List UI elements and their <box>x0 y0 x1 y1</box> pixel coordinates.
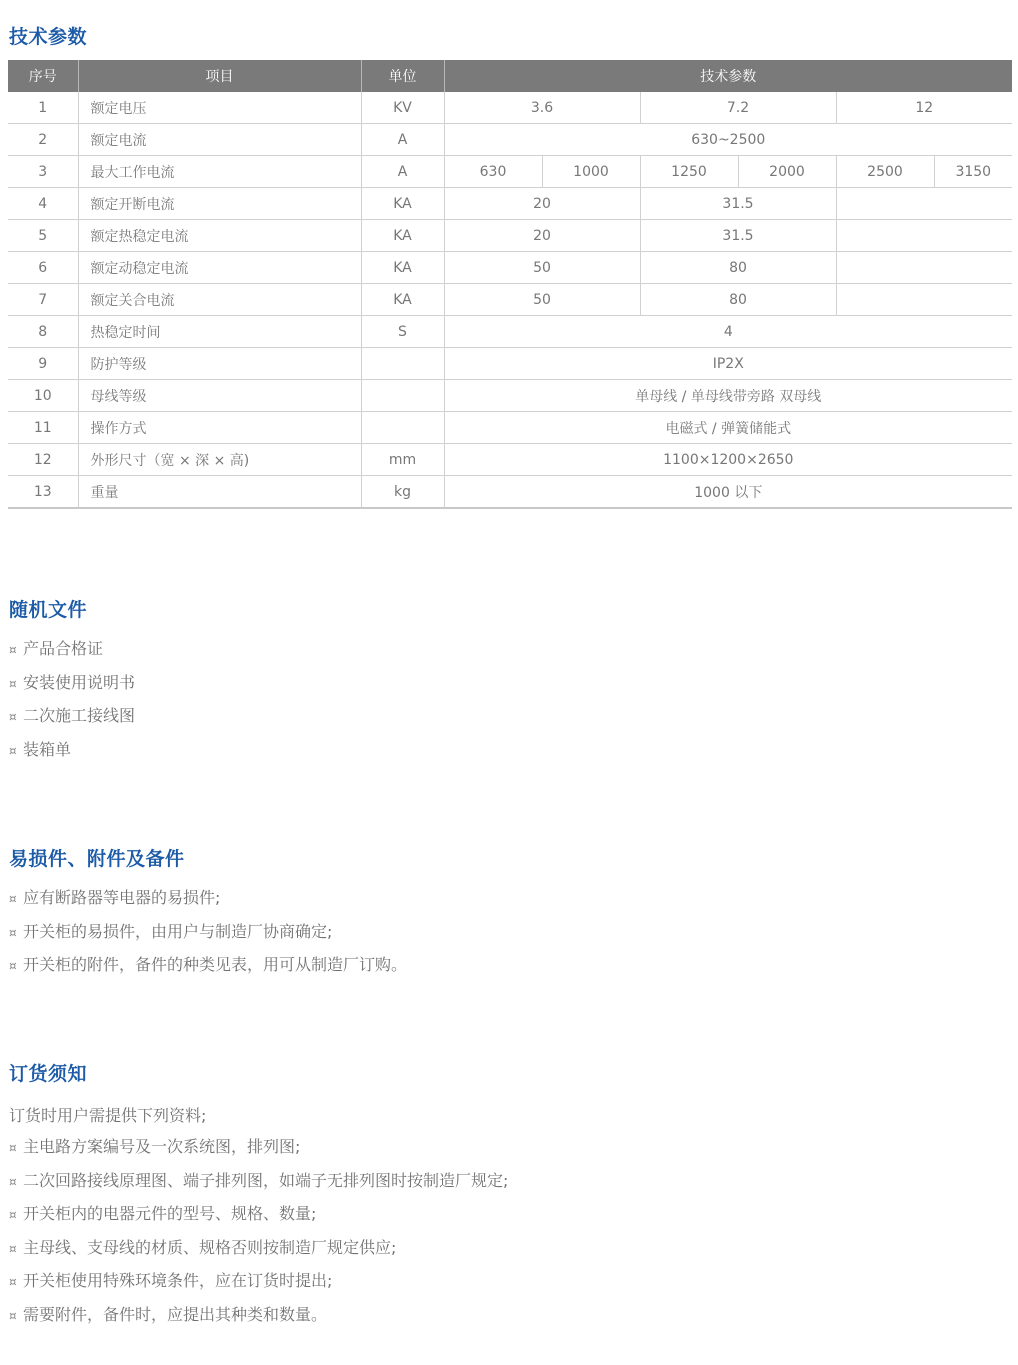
row-unit: A <box>361 156 444 188</box>
table-row <box>8 444 1012 476</box>
table-row <box>8 220 1012 252</box>
row-item: 额定动稳定电流 <box>78 252 361 284</box>
row-item: 额定开断电流 <box>78 188 361 220</box>
section-title-spare-parts: 易损件、附件及备件 <box>9 848 185 870</box>
section-title-tech-params: 技术参数 <box>9 26 88 48</box>
list-item <box>9 1238 508 1272</box>
row-value: 80 <box>640 284 836 316</box>
row-value: 2500 <box>836 156 934 188</box>
list-item <box>9 1305 508 1339</box>
table-header-row <box>8 60 1012 92</box>
list-item <box>9 639 135 673</box>
list-item <box>9 673 135 707</box>
row-unit: mm <box>361 444 444 476</box>
list-item <box>9 1204 508 1238</box>
row-value: 630~2500 <box>444 124 1012 156</box>
bullet-icon: ¤ <box>9 1275 17 1289</box>
row-item: 额定电流 <box>78 124 361 156</box>
bullet-icon: ¤ <box>9 676 17 691</box>
row-value: 630 <box>444 156 542 188</box>
row-value: 20 <box>444 220 640 252</box>
list-item-text: 二次施工接线图 <box>23 706 136 725</box>
header-unit: 单位 <box>361 60 444 92</box>
row-item: 操作方式 <box>78 412 361 444</box>
row-value: 50 <box>444 252 640 284</box>
row-value: 31.5 <box>640 220 836 252</box>
list-item <box>9 955 407 989</box>
list-item-text: 开关柜使用特殊环境条件，应在订货时提出; <box>23 1271 333 1290</box>
row-value <box>836 284 1012 316</box>
table-row <box>8 316 1012 348</box>
list-item <box>9 740 135 774</box>
list-item-text: 产品合格证 <box>23 639 104 658</box>
row-no: 1 <box>8 92 78 124</box>
row-value: 20 <box>444 188 640 220</box>
table-row <box>8 284 1012 316</box>
row-value: 1100×1200×2650 <box>444 444 1012 476</box>
list-item <box>9 1271 508 1305</box>
row-item: 外形尺寸（宽 × 深 × 高) <box>78 444 361 476</box>
section-title-documents: 随机文件 <box>9 599 88 621</box>
row-item: 额定关合电流 <box>78 284 361 316</box>
list-item-text: 主母线、支母线的材质、规格否则按制造厂规定供应; <box>23 1237 397 1257</box>
row-item: 重量 <box>78 476 361 509</box>
section-title-ordering: 订货须知 <box>9 1063 88 1085</box>
row-no: 6 <box>8 252 78 284</box>
list-item-text: 开关柜的附件，备件的种类见表，用可从制造厂订购。 <box>23 955 408 974</box>
row-value: 31.5 <box>640 188 836 220</box>
table-row <box>8 252 1012 284</box>
row-item: 防护等级 <box>78 348 361 380</box>
row-no: 10 <box>8 380 78 412</box>
row-value: 4 <box>444 316 1012 348</box>
list-item-text: 开关柜的易损件，由用户与制造厂协商确定; <box>23 921 333 941</box>
row-unit: KA <box>361 252 444 284</box>
row-no: 7 <box>8 284 78 316</box>
row-item: 最大工作电流 <box>78 156 361 188</box>
row-no: 4 <box>8 188 78 220</box>
row-item: 额定电压 <box>78 92 361 124</box>
ordering-list <box>9 1137 508 1338</box>
row-unit: KV <box>361 92 444 124</box>
row-value: 1250 <box>640 156 738 188</box>
row-value <box>836 220 1012 252</box>
row-unit <box>361 412 444 444</box>
row-unit: A <box>361 124 444 156</box>
table-row <box>8 476 1012 509</box>
header-item: 项目 <box>78 60 361 92</box>
spare-parts-list <box>9 888 407 989</box>
table-row <box>8 412 1012 444</box>
list-item-text: 需要附件，备件时，应提出其种类和数量。 <box>23 1304 328 1324</box>
row-no: 2 <box>8 124 78 156</box>
bullet-icon: ¤ <box>9 959 17 973</box>
row-value: 3.6 <box>444 92 640 124</box>
list-item <box>9 888 407 922</box>
row-value: 12 <box>836 92 1012 124</box>
bullet-icon: ¤ <box>9 643 17 657</box>
row-item: 母线等级 <box>78 380 361 412</box>
row-item: 热稳定时间 <box>78 316 361 348</box>
table-row <box>8 188 1012 220</box>
row-value <box>836 188 1012 220</box>
row-unit: kg <box>361 476 444 509</box>
bullet-icon: ¤ <box>9 925 17 940</box>
header-params: 技术参数 <box>444 60 1012 92</box>
row-unit: KA <box>361 284 444 316</box>
row-value: 1000 以下 <box>444 476 1012 509</box>
bullet-icon: ¤ <box>9 1241 17 1256</box>
row-unit: KA <box>361 188 444 220</box>
list-item-text: 安装使用说明书 <box>23 672 136 692</box>
row-no: 3 <box>8 156 78 188</box>
table-row <box>8 92 1012 124</box>
bullet-icon: ¤ <box>9 1141 17 1155</box>
list-item <box>9 922 407 956</box>
bullet-icon: ¤ <box>9 1174 17 1189</box>
row-value: 80 <box>640 252 836 284</box>
bullet-icon: ¤ <box>9 892 17 906</box>
row-unit <box>361 348 444 380</box>
row-unit <box>361 380 444 412</box>
row-value: 50 <box>444 284 640 316</box>
row-no: 11 <box>8 412 78 444</box>
row-value: 2000 <box>738 156 836 188</box>
list-item-text: 主电路方案编号及一次系统图，排列图; <box>23 1137 301 1156</box>
table-row <box>8 348 1012 380</box>
row-no: 8 <box>8 316 78 348</box>
list-item-text: 装箱单 <box>23 739 72 759</box>
tech-params-table <box>8 60 1012 509</box>
list-item <box>9 706 135 740</box>
row-no: 13 <box>8 476 78 509</box>
table-row <box>8 124 1012 156</box>
row-value <box>836 252 1012 284</box>
row-unit: S <box>361 316 444 348</box>
bullet-icon: ¤ <box>9 1208 17 1222</box>
bullet-icon: ¤ <box>9 1308 17 1323</box>
row-value: 电磁式 / 弹簧储能式 <box>444 412 1012 444</box>
list-item-text: 开关柜内的电器元件的型号、规格、数量; <box>23 1204 317 1223</box>
bullet-icon: ¤ <box>9 743 17 758</box>
row-value: 1000 <box>542 156 640 188</box>
row-value: 7.2 <box>640 92 836 124</box>
documents-list <box>9 639 135 773</box>
row-value: 单母线 / 单母线带旁路 双母线 <box>444 380 1012 412</box>
table-row <box>8 156 1012 188</box>
list-item-text: 应有断路器等电器的易损件; <box>23 888 221 907</box>
row-no: 5 <box>8 220 78 252</box>
ordering-intro: 订货时用户需提供下列资料; <box>9 1106 207 1125</box>
row-value: IP2X <box>444 348 1012 380</box>
row-no: 9 <box>8 348 78 380</box>
row-unit: KA <box>361 220 444 252</box>
list-item-text: 二次回路接线原理图、端子排列图，如端子无排列图时按制造厂规定; <box>23 1170 509 1190</box>
table-row <box>8 380 1012 412</box>
row-item: 额定热稳定电流 <box>78 220 361 252</box>
list-item <box>9 1137 508 1171</box>
bullet-icon: ¤ <box>9 710 17 724</box>
header-no: 序号 <box>8 60 78 92</box>
row-no: 12 <box>8 444 78 476</box>
row-value: 3150 <box>934 156 1012 188</box>
list-item <box>9 1171 508 1205</box>
